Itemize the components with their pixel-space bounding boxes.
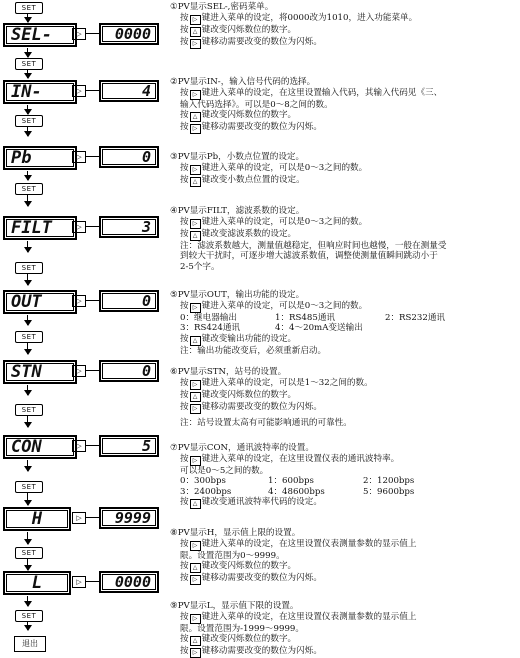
right-key-icon: ▷ bbox=[190, 648, 201, 658]
sv-display-sel: 0000 bbox=[99, 23, 159, 45]
flow-arrow bbox=[27, 241, 28, 252]
section-title: ⑨PV显示L，显示值下限的设置。 bbox=[170, 601, 299, 611]
set-key[interactable]: SET bbox=[15, 58, 43, 70]
flow-arrow bbox=[27, 460, 28, 471]
flow-arrow bbox=[27, 415, 28, 427]
right-key-icon: ▷ bbox=[72, 85, 86, 97]
up-key-icon: △ bbox=[190, 231, 201, 241]
flow-arrow bbox=[27, 558, 28, 570]
set-key[interactable]: SET bbox=[15, 404, 43, 416]
connector-line bbox=[85, 517, 99, 518]
section-out: ⑤PV显示OUT，输出功能的设定。 按 ▷ 键进入菜单的设定，可以是0～3之间的数。 0：继电器输出 1：RS485通讯 2：RS232通讯 3：RS424通讯 4：4～20mA变送输出 按 △ 键改变输出功能的设定。 注：输出功能改变后，必须重新启动。 bbox=[170, 290, 518, 356]
section-title: ⑥PV显示STN，站号的设置。 bbox=[170, 367, 287, 377]
set-key[interactable]: SET bbox=[15, 262, 43, 274]
flow-arrow bbox=[27, 126, 28, 136]
right-key-icon: ▷ bbox=[72, 295, 86, 307]
connector-line bbox=[85, 156, 99, 157]
pv-display-l: L bbox=[3, 571, 71, 595]
set-key[interactable]: SET bbox=[15, 115, 43, 127]
right-key-icon: ▷ bbox=[72, 512, 86, 524]
connector-line bbox=[85, 300, 99, 301]
up-key-icon: △ bbox=[190, 392, 201, 402]
right-key-icon: ▷ bbox=[190, 219, 201, 229]
right-key-icon: ▷ bbox=[72, 576, 86, 588]
section-sel: ①PV显示SEL-,密码菜单。 按 ▷ 键进入菜单的设定，将0000改为1010，进入功能菜单。 按 △ 键改变闪烁数位的数字。 按 ▷ 键移动需要改变的数位为闪烁。 bbox=[170, 2, 518, 49]
right-key-icon: ▷ bbox=[190, 124, 201, 134]
section-filt: ④PV显示FILT，滤波系数的设定。 按 ▷ 键进入菜单的设定，可以是0～3之间的数。 按 △ 键改变滤波系数的设定。 注：滤波系数越大，测量值越稳定，但响应时间也越慢，一般在测量受 到较大干扰时，可逐步增大滤波系数值，调整使测量值瞬间跳动小于 2-5个字。 bbox=[170, 206, 518, 272]
section-title: ⑧PV显示H，显示值上限的设置。 bbox=[170, 528, 301, 538]
right-key-icon: ▷ bbox=[72, 221, 86, 233]
right-key-icon: ▷ bbox=[72, 440, 86, 452]
section-stn: ⑥PV显示STN，站号的设置。 按 ▷ 键进入菜单的设定，可以是1～32之间的数。 按 △ 键改变闪烁数位的数字。 按 ▷ 键移动需要改变的数位为闪烁。 注：站号设置太高有可能影响通讯的可靠性。 bbox=[170, 367, 518, 428]
flow-arrow bbox=[27, 596, 28, 606]
right-key-icon: ▷ bbox=[72, 28, 86, 40]
flow-arrow bbox=[27, 69, 28, 78]
connector-line bbox=[85, 370, 99, 371]
sv-display-l: 0000 bbox=[99, 571, 159, 593]
pv-display-stn: STN bbox=[3, 360, 77, 384]
right-key-icon: ▷ bbox=[190, 303, 201, 313]
right-key-icon: ▷ bbox=[190, 614, 201, 624]
up-key-icon: △ bbox=[190, 112, 201, 122]
section-pb: ③PV显示Pb，小数点位置的设定。 按 ▷ 键进入菜单的设定，可以是0～3之间的数。 按 △ 键改变小数点位置的设定。 bbox=[170, 152, 518, 187]
up-key-icon: △ bbox=[190, 336, 201, 346]
flow-arrow bbox=[27, 315, 28, 325]
right-key-icon: ▷ bbox=[190, 404, 201, 414]
set-key[interactable]: SET bbox=[15, 2, 43, 14]
flow-arrow bbox=[27, 342, 28, 354]
section-in: ②PV显示IN-，输入信号代码的选择。 按 ▷ 键进入菜单的设定，在这里设置输入代码，其输入代码见《三、 输入代码选择》。可以是0～8之间的数。 按 △ 键改变闪烁数位的数字。 按 ▷ 键移动需要改变的数位为闪烁。 bbox=[170, 77, 518, 134]
pv-display-sel: SEL- bbox=[3, 23, 77, 47]
pv-display-filt: FILT bbox=[3, 216, 77, 240]
right-key-icon: ▷ bbox=[72, 365, 86, 377]
connector-line bbox=[85, 445, 99, 446]
flow-arrow bbox=[27, 105, 28, 114]
exit-key[interactable]: 退出 bbox=[14, 636, 46, 652]
sv-display-in: 4 bbox=[99, 80, 159, 102]
up-key-icon: △ bbox=[190, 177, 201, 187]
connector-line bbox=[85, 90, 99, 91]
pv-display-con: CON bbox=[3, 435, 77, 459]
section-title: ④PV显示FILT，滤波系数的设定。 bbox=[170, 206, 305, 216]
section-l: ⑨PV显示L，显示值下限的设置。 按 ▷ 键进入菜单的设定，在这里设置仪表测量参数的显示值上 限。设置范围为-1999～9999。 按 △ 键改变闪烁数位的数字。 按 ▷ 键移动需要改变的数位为闪烁。 bbox=[170, 601, 518, 658]
sv-display-stn: 0 bbox=[99, 360, 159, 382]
flow-arrow bbox=[27, 532, 28, 544]
flow-arrow bbox=[27, 13, 28, 22]
up-key-icon: △ bbox=[190, 636, 201, 646]
pv-display-pb: Pb bbox=[3, 146, 77, 170]
connector-line bbox=[85, 581, 99, 582]
pv-display-h: H bbox=[3, 507, 71, 531]
set-key[interactable]: SET bbox=[15, 183, 43, 195]
sv-display-h: 9999 bbox=[99, 507, 159, 529]
right-key-icon: ▷ bbox=[190, 15, 201, 25]
set-key[interactable]: SET bbox=[15, 331, 43, 343]
connector-line bbox=[85, 33, 99, 34]
section-title: ⑦PV显示CON，通讯波特率的设置。 bbox=[170, 443, 314, 453]
flow-arrow bbox=[27, 273, 28, 285]
sv-display-out: 0 bbox=[99, 290, 159, 312]
right-key-icon: ▷ bbox=[190, 380, 201, 390]
sv-display-con: 5 bbox=[99, 435, 159, 457]
section-h: ⑧PV显示H，显示值上限的设置。 按 ▷ 键进入菜单的设定，在这里设置仪表测量参数的显示值上 限。设置范围为0～9999。 按 △ 键改变闪烁数位的数字。 按 ▷ 键移动需要改变的数位为闪烁。 bbox=[170, 528, 518, 585]
connector-line bbox=[85, 226, 99, 227]
flow-arrow bbox=[27, 171, 28, 180]
section-title: ①PV显示SEL-,密码菜单。 bbox=[170, 2, 274, 12]
pv-display-in: IN- bbox=[3, 80, 77, 104]
flow-arrow bbox=[27, 492, 28, 505]
flow-arrow bbox=[27, 48, 28, 57]
right-key-icon: ▷ bbox=[190, 456, 201, 466]
up-key-icon: △ bbox=[190, 27, 201, 37]
up-key-icon: △ bbox=[190, 563, 201, 573]
up-key-icon: △ bbox=[190, 499, 201, 509]
flow-arrow bbox=[27, 385, 28, 395]
set-key[interactable]: SET bbox=[15, 547, 43, 559]
menu-flow-diagram bbox=[0, 0, 165, 657]
right-key-icon: ▷ bbox=[190, 575, 201, 585]
right-key-icon: ▷ bbox=[190, 90, 201, 100]
section-title: ②PV显示IN-，输入信号代码的选择。 bbox=[170, 77, 316, 87]
pv-display-out: OUT bbox=[3, 290, 77, 314]
section-con: ⑦PV显示CON，通讯波特率的设置。 按 ▷ 键进入菜单的设定，在这里设置仪表的通讯波特率。 可以是0～5之间的数。 0：300bps 1：600bps 2：1200bps 3：2400bps 4：48600bps 5：9600bps 按 △ 键改变通讯波特率代码的设定。 bbox=[170, 443, 518, 509]
flow-arrow bbox=[27, 621, 28, 630]
section-title: ⑤PV显示OUT，输出功能的设定。 bbox=[170, 290, 305, 300]
set-key[interactable]: SET bbox=[15, 610, 43, 622]
right-key-icon: ▷ bbox=[72, 151, 86, 163]
right-key-icon: ▷ bbox=[190, 541, 201, 551]
section-title: ③PV显示Pb，小数点位置的设定。 bbox=[170, 152, 305, 162]
right-key-icon: ▷ bbox=[190, 165, 201, 175]
sv-display-filt: 3 bbox=[99, 216, 159, 238]
right-key-icon: ▷ bbox=[190, 39, 201, 49]
flow-arrow bbox=[27, 194, 28, 206]
set-key[interactable]: SET bbox=[15, 481, 43, 493]
sv-display-pb: 0 bbox=[99, 146, 159, 168]
